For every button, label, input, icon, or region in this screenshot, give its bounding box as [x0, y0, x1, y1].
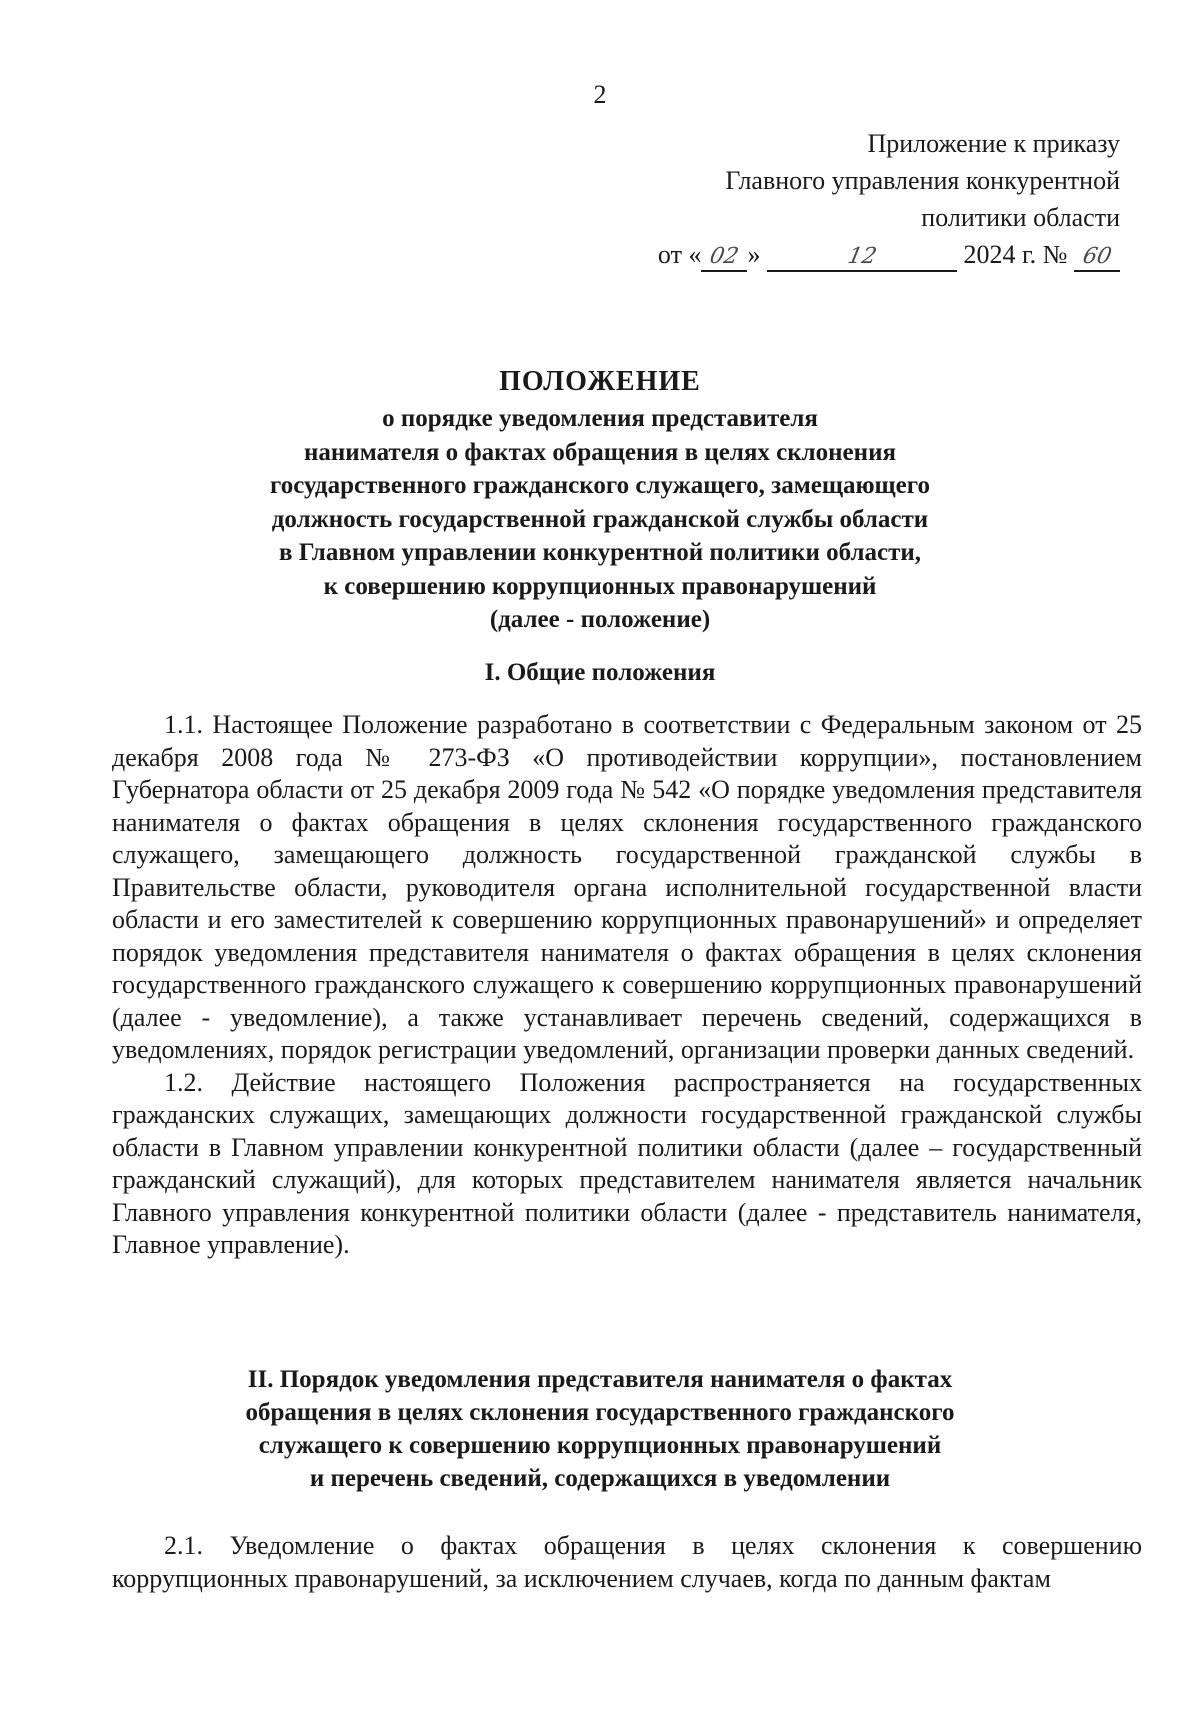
appendix-block [658, 125, 1120, 273]
title-line: государственного гражданского служащего, замещающего [270, 472, 930, 499]
date-month-field [767, 242, 957, 272]
date-prefix: от « [657, 240, 702, 269]
appendix-line-2: Главного управления конкурентной [725, 166, 1120, 195]
handwritten-order-number: 60 [1080, 244, 1114, 269]
order-number-field [1074, 242, 1120, 272]
title-line: в Главном управлении конкурентной политики области, [278, 539, 922, 566]
section-2-body [112, 1530, 1142, 1595]
paragraph-1-1: 1.1. Настоящее Положение разработано в соответствии с Федеральным законом от 25 декабря 2008 года № 273-ФЗ «О противодействии коррупции», постановлением Губернатора области от 25 декабря 2009 года № 542 «О порядке уведомления представителя нанимателя о фактах обращения в целях склонения государственного гражданского служащего, замещающего должность государственной гражданской службы в Правительстве области, руководителя органа исполнительной государственной власти области и его заместителей к совершению коррупционных правонарушений» и определяет порядок уведомления представителя нанимателя о фактах обращения в целях склонения государственного гражданского служащего к совершению коррупционных правонарушений (далее - уведомление), а также устанавливает перечень сведений, содержащихся в уведомлениях, порядок регистрации уведомлений, организации проверки данных сведений. [112, 710, 1142, 1064]
page-number: 2 [593, 80, 607, 109]
appendix-line-3: политики области [921, 203, 1120, 232]
date-year-text: 2024 г. № [963, 240, 1068, 269]
title-line: должность государственной гражданской службы области [271, 505, 929, 533]
paragraph-2-1: 2.1. Уведомление о фактах обращения в целях склонения к совершению коррупционных правонарушений, за исключением случаев, когда по данным фактам [112, 1531, 1142, 1593]
title-line: (далее - положение) [489, 606, 711, 633]
date-day-field [701, 242, 747, 272]
title-line: нанимателя о фактах обращения в целях склонения [304, 438, 896, 466]
section-1-heading: I. Общие положения [484, 659, 716, 686]
section-2-heading [0, 1363, 1200, 1495]
handwritten-day: 02 [707, 244, 742, 269]
title-line: о порядке уведомления представителя [382, 405, 818, 432]
document-title [0, 362, 1200, 637]
title-main: ПОЛОЖЕНИЕ [499, 366, 701, 397]
section-1-body [112, 709, 1142, 1262]
title-line: к совершению коррупционных правонарушений [323, 572, 877, 600]
section-2-heading-line: II. Порядок уведомления представителя нанимателя о фактах [247, 1366, 953, 1393]
appendix-line-1: Приложение к приказу [867, 129, 1120, 158]
paragraph-1-2: 1.2. Действие настоящего Положения распространяется на государственных гражданских служащих, замещающих должности государственной гражданской службы области в Главном управлении конкурентной политики области (далее – государственный гражданский служащий), для которых представителем нанимателя является начальник Главного управления конкурентной политики области (далее - представитель нанимателя, Главное управление). [112, 1067, 1142, 1259]
section-2-heading-line: служащего к совершению коррупционных правонарушений [258, 1432, 942, 1459]
handwritten-month: 12 [845, 244, 879, 269]
section-2-heading-line: обращения в целях склонения государственного гражданского [245, 1399, 955, 1426]
section-2-heading-line: и перечень сведений, содержащихся в уведомлении [309, 1465, 891, 1492]
date-mid: » [747, 240, 761, 269]
appendix-date-line [658, 236, 1120, 273]
